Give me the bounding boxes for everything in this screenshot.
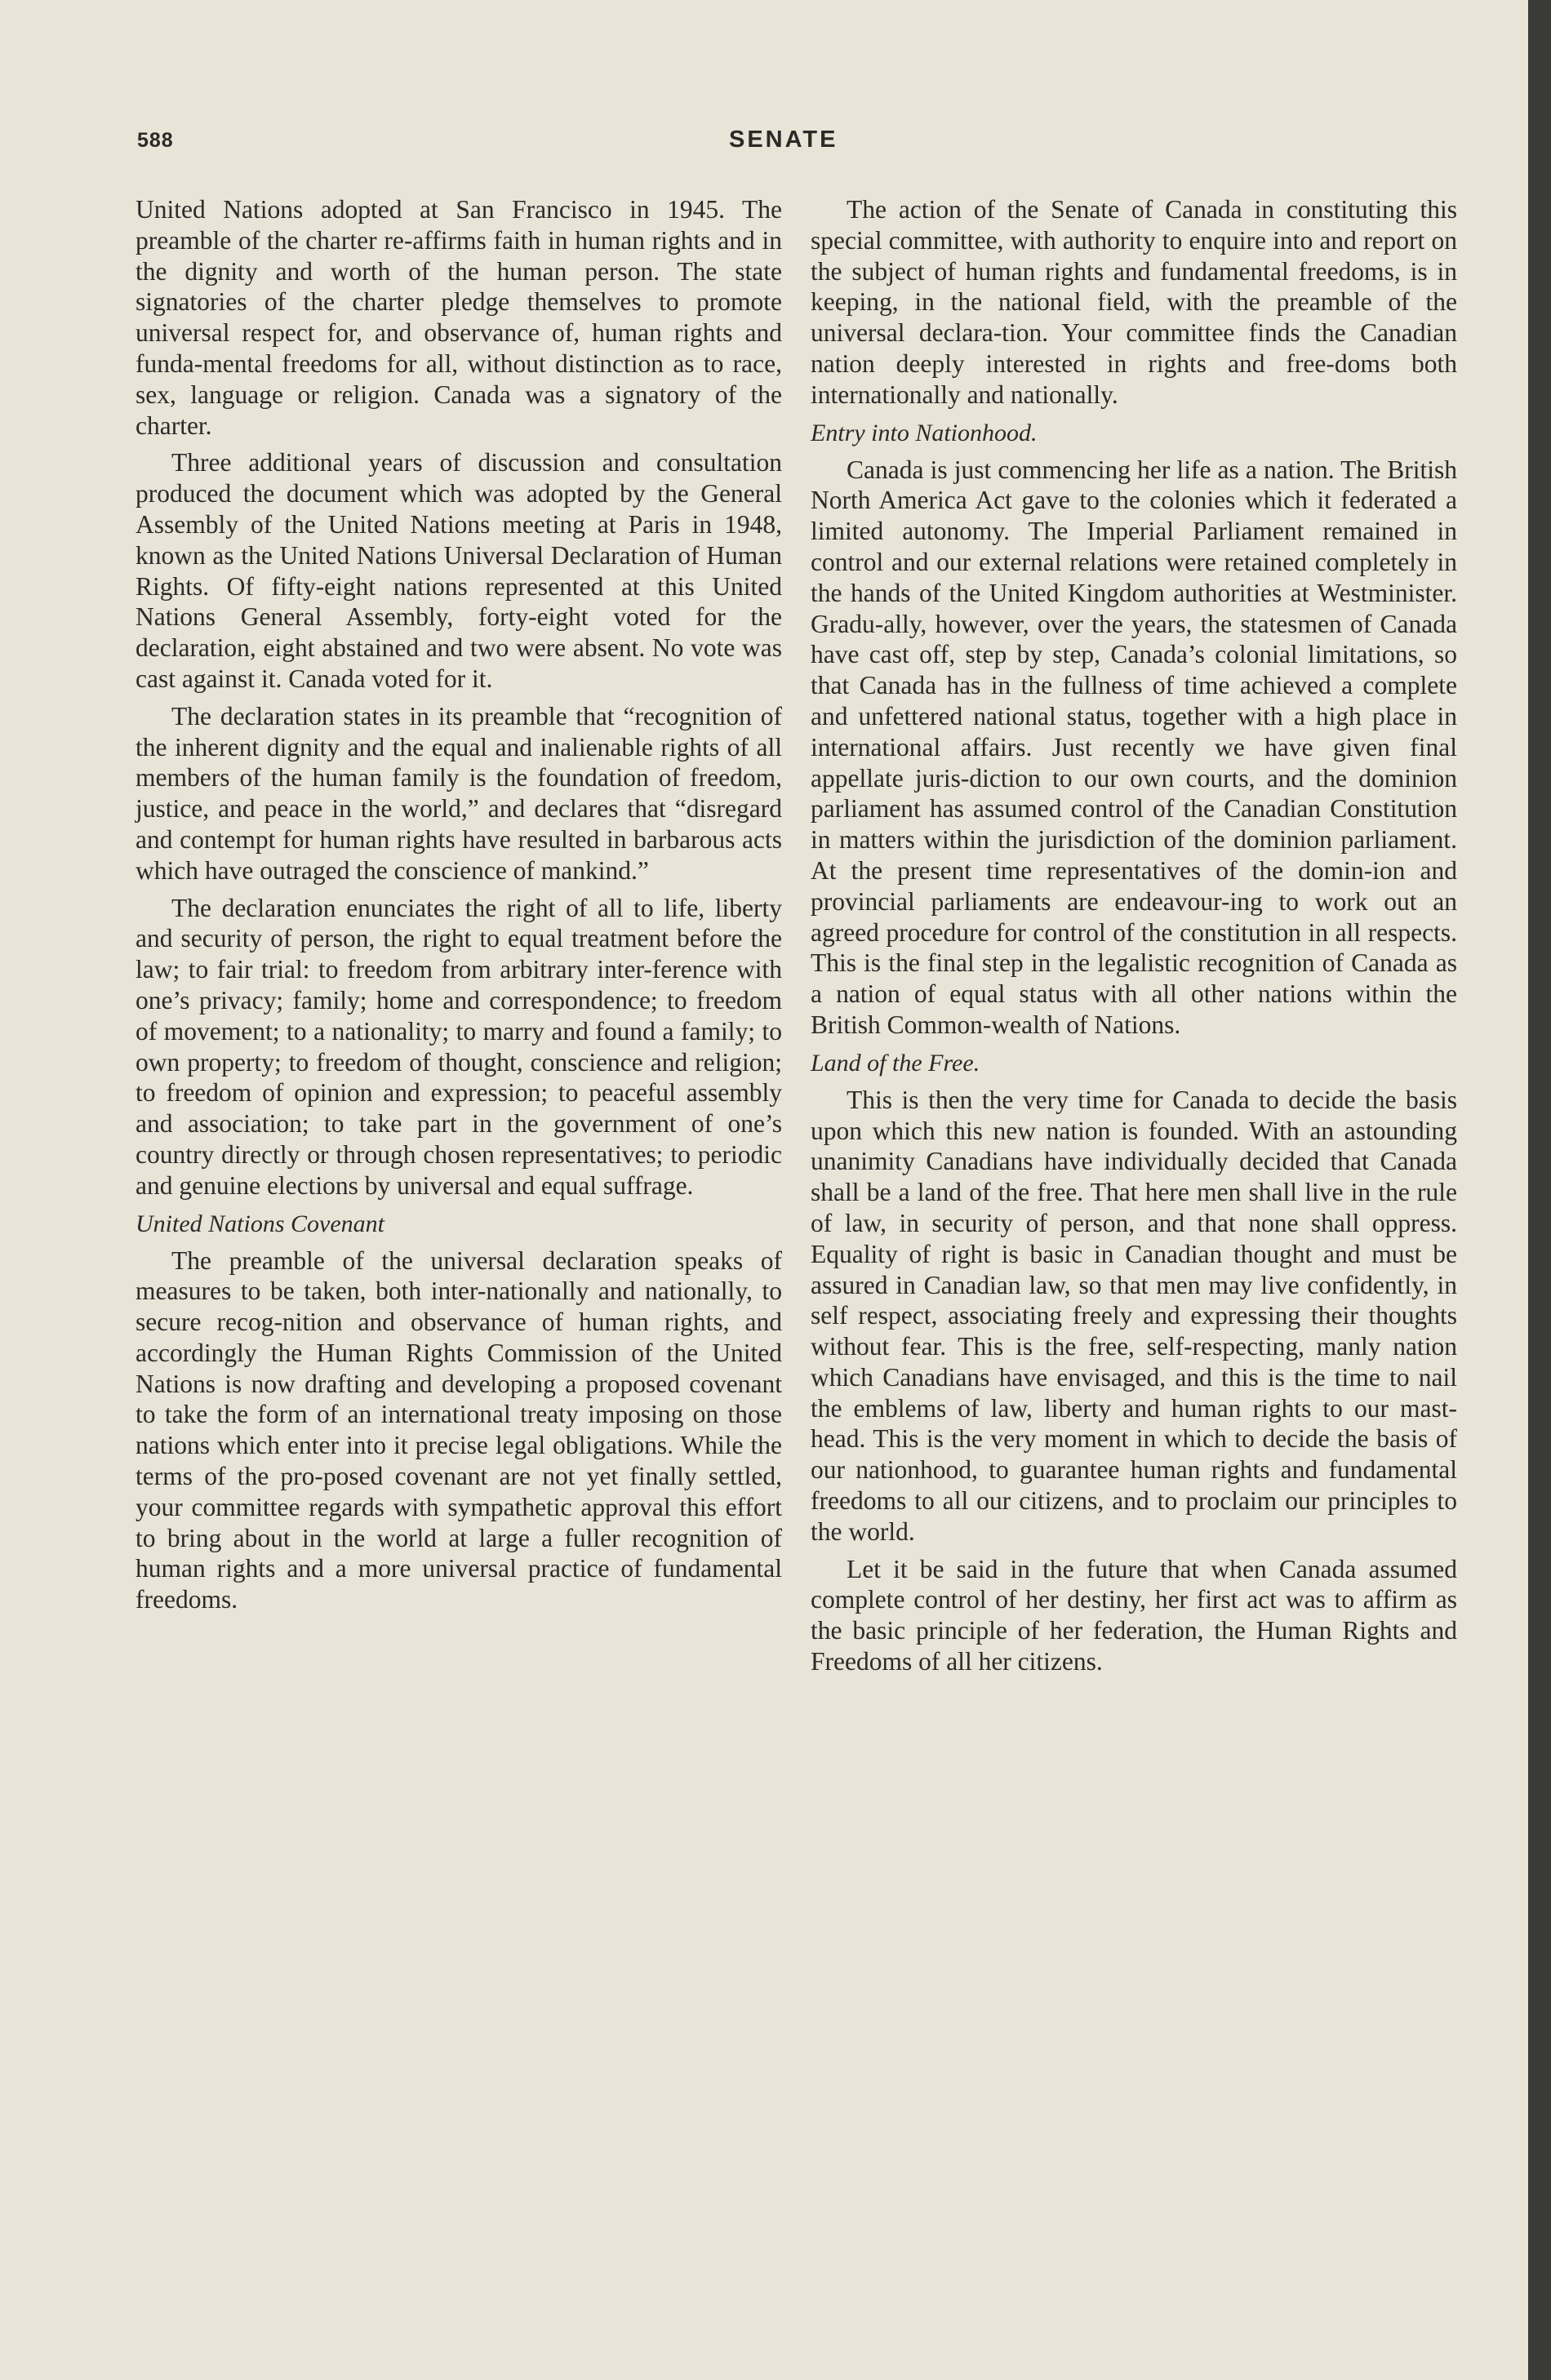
paragraph: The declaration states in its preamble that “recognition of the inherent dignity and the equal and inalienable rights of all members of the human family is the foundation of freedom, justice, and peace in the world,” and declares that “disregard and contempt for human rights have resulted in barbarous acts which have outraged the conscience of mankind.”	[136, 701, 782, 885]
paragraph: Let it be said in the future that when Canada assumed complete control of her destiny, her first act was to affirm as the basic principle of her federation, the Human Rights and Freedoms of all her citizens.	[811, 1554, 1457, 1676]
paragraph: Canada is just commencing her life as a nation. The British North America Act gave to the colonies which it federated a limited autonomy. The Imperial Parliament remained in control and our external relations were retained completely in the hands of the United Kingdom authorities at Westminister. Gradu-ally, however, over the years, the statesmen of Canada have cast off, step by step, Canada’s colonial limitations, so that Canada has in the fullness of time achieved a complete and unfettered national status, together with a high place in international affairs. Just recently we have given final appellate juris-diction to our own courts, and the dominion parliament has assumed control of the Canadian Constitution in matters within the jurisdiction of the dominion parliament. At the present time representatives of the domin-ion and provincial parliaments are endeavour-ing to work out an agreed procedure for control of the constitution in all respects. This is the final step in the legalistic recognition of Canada as a nation of equal status with all other nations within the British Common-wealth of Nations.	[811, 455, 1457, 1039]
running-head: SENATE	[729, 127, 838, 153]
paragraph: Three additional years of discussion and consultation produced the document which was adopted by the General Assembly of the United Nations meeting at Paris in 1948, known as the United Nations Universal Declaration of Human Rights. Of fifty-eight nations represented at this United Nations General Assembly, forty-eight voted for the declaration, eight abstained and two were absent. No vote was cast against it. Canada voted for it.	[136, 448, 782, 693]
paragraph: United Nations adopted at San Francisco in 1945. The preamble of the charter re-affirms faith in human rights and in the dignity and worth of the human person. The state signatories of the charter pledge themselves to promote universal respect for, and observance of, human rights and funda-mental freedoms for all, without distinction as to race, sex, language or religion. Canada was a signatory of the charter.	[136, 195, 782, 440]
paragraph: The action of the Senate of Canada in constituting this special committee, with authority to enquire into and report on the subject of human rights and fundamental freedoms, is in keeping, in the national field, with the preamble of the universal declara-tion. Your committee finds the Canadian nation deeply interested in rights and free-doms both internationally and nationally.	[811, 195, 1457, 409]
page-header	[137, 129, 1476, 162]
paragraph: This is then the very time for Canada to decide the basis upon which this new nation is founded. With an astounding unanimity Canadians have individually decided that Canada shall be a land of the free. That here men shall live in the rule of law, in security of person, and that none shall oppress. Equality of right is basic in Canadian thought and must be assured in Canadian law, so that men may live confidently, in self respect, associating freely and expressing their thoughts without fear. This is the free, self-respecting, manly nation which Canadians have envisaged, and this is the time to nail the emblems of law, liberty and human rights to our mast-head. This is the very moment in which to decide the basis of our nationhood, to guarantee human rights and fundamental freedoms to all our citizens, and to proclaim our principles to the world.	[811, 1085, 1457, 1546]
paragraph: The preamble of the universal declaration speaks of measures to be taken, both inter-nationally and nationally, to secure recog-nition and observance of human rights, and accordingly the Human Rights Commission of the United Nations is now drafting and developing a proposed covenant to take the form of an international treaty imposing on those nations which enter into it precise legal obligations. While the terms of the pro-posed covenant are not yet finally settled, your committee regards with sympathetic approval this effort to bring about in the world at large a fuller recognition of human rights and a more universal practice of fundamental freedoms.	[136, 1246, 782, 1614]
page-edge-shadow	[1528, 0, 1551, 2380]
section-heading: Entry into Nationhood.	[811, 419, 1038, 446]
section-heading: United Nations Covenant	[136, 1210, 384, 1237]
right-column	[811, 194, 1457, 1684]
page-number: 588	[137, 129, 174, 152]
left-column	[136, 194, 782, 1622]
section-heading: Land of the Free.	[811, 1049, 980, 1077]
paragraph: The declaration enunciates the right of all to life, liberty and security of person, the right to equal treatment before the law; to fair trial: to freedom from arbitrary inter-ference with one’s privacy; family; home and correspondence; to freedom of movement; to a nationality; to marry and found a family; to own property; to freedom of thought, conscience and religion; to freedom of opinion and expression; to peaceful assembly and association; to take part in the government of one’s country directly or through chosen representatives; to periodic and genuine elections by universal and equal suffrage.	[136, 893, 782, 1200]
